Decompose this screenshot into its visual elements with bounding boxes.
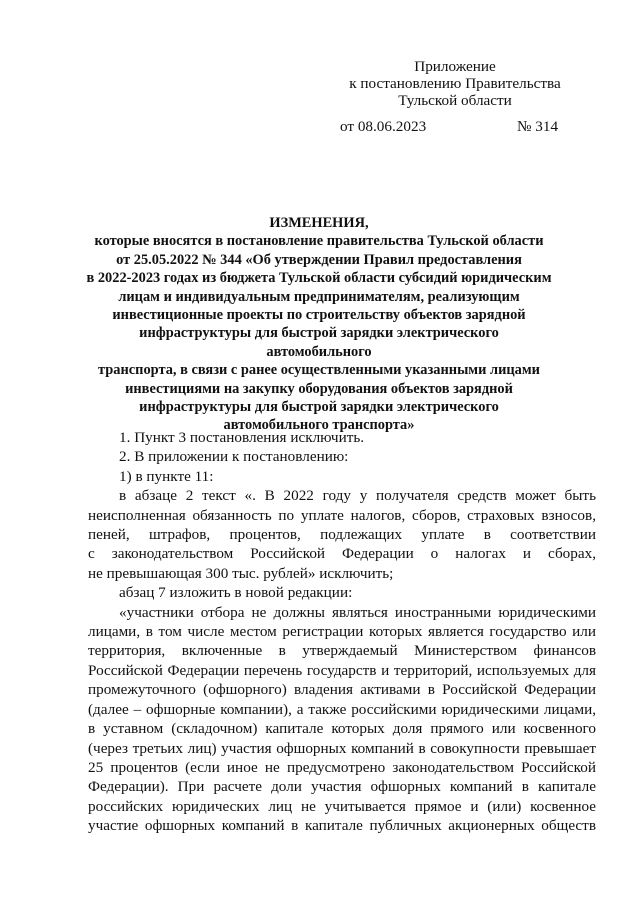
resolution-date: от 08.06.2023 bbox=[340, 118, 427, 135]
paragraph-subitem-1: 1) в пункте 11: bbox=[119, 467, 214, 485]
paragraph-item-1: 1. Пункт 3 постановления исключить. bbox=[119, 429, 365, 446]
heading-line: лицам и индивидуальным предпринимателям, реализующим bbox=[118, 288, 520, 305]
heading-title: ИЗМЕНЕНИЯ, bbox=[269, 215, 369, 231]
paragraph-abzac-7: абзац 7 изложить в новой редакции: bbox=[119, 584, 353, 602]
heading-line: инвестициями на закупку оборудования объектов зарядной bbox=[125, 380, 513, 397]
paragraph-line: российских юридических лиц не учитывается прямое и (или) косвенное bbox=[88, 797, 596, 815]
paragraph-line: лицами, в том числе местом регистрации которых является государство или bbox=[88, 623, 596, 641]
heading-line: которые вносятся в постановление правительства Тульской области bbox=[94, 233, 544, 250]
paragraph-line: в абзаце 2 текст «. В 2022 году у получателя средств может быть bbox=[119, 487, 596, 505]
paragraph-line: 25 процентов (если иное не предусмотрено законодательством Российской bbox=[88, 758, 596, 776]
document-heading bbox=[86, 214, 552, 435]
appendix-line-2: к постановлению Правительства bbox=[349, 75, 561, 92]
paragraph-line: в уставном (складочном) капитале которых доля прямого или косвенного bbox=[88, 720, 596, 738]
paragraph-line: «участники отбора не должны являться иностранными юридическими bbox=[119, 603, 596, 621]
heading-line: автомобильного транспорта» bbox=[223, 417, 415, 434]
appendix-line-3: Тульской области bbox=[398, 92, 512, 109]
paragraph-line: территория, включенные в утверждаемый Министерством финансов bbox=[88, 642, 596, 660]
appendix-line-1: Приложение bbox=[414, 58, 496, 75]
heading-line: в 2022-2023 годах из бюджета Тульской области субсидий юридическим bbox=[86, 270, 552, 287]
paragraph-line: Российской Федерации перечень государств и территорий, используемых для bbox=[88, 661, 596, 679]
paragraph-line: не превышающая 300 тыс. рублей» исключить; bbox=[88, 564, 394, 582]
paragraph-item-2: 2. В приложении к постановлению: bbox=[119, 448, 349, 466]
heading-line: транспорта, в связи с ранее осуществленными указанными лицами bbox=[98, 362, 540, 379]
paragraph-line: с законодательством Российской Федерации о налогах и сборах, bbox=[88, 545, 596, 563]
document-body bbox=[88, 428, 596, 836]
appendix-block bbox=[340, 58, 570, 109]
paragraph-line: (далее – офшорные компании), а также российскими юридическими лицами, bbox=[88, 700, 596, 718]
paragraph-line: неисполненная обязанность по уплате налогов, сборов, страховых взносов, bbox=[88, 506, 596, 524]
heading-line: инфраструктуры для быстрой зарядки электрического bbox=[139, 399, 499, 416]
heading-line: инвестиционные проекты по строительству объектов зарядной bbox=[112, 307, 526, 324]
resolution-number: № 314 bbox=[517, 118, 559, 135]
heading-line: инфраструктуры для быстрой зарядки электрического автомобильного bbox=[139, 325, 499, 360]
paragraph-line: (через третьих лиц) участия офшорных компаний в совокупности превышает bbox=[88, 739, 596, 757]
paragraph-line: пеней, штрафов, процентов, подлежащих уплате в соответствии bbox=[88, 526, 596, 544]
paragraph-line: Федерации). При расчете доли участия офшорных компаний в капитале bbox=[88, 778, 596, 796]
heading-line: от 25.05.2022 № 344 «Об утверждении Правил предоставления bbox=[116, 251, 522, 268]
paragraph-line: промежуточного (офшорного) владения активами в Российской Федерации bbox=[88, 681, 596, 699]
paragraph-line: участие офшорных компаний в капитале публичных акционерных обществ bbox=[88, 817, 596, 835]
